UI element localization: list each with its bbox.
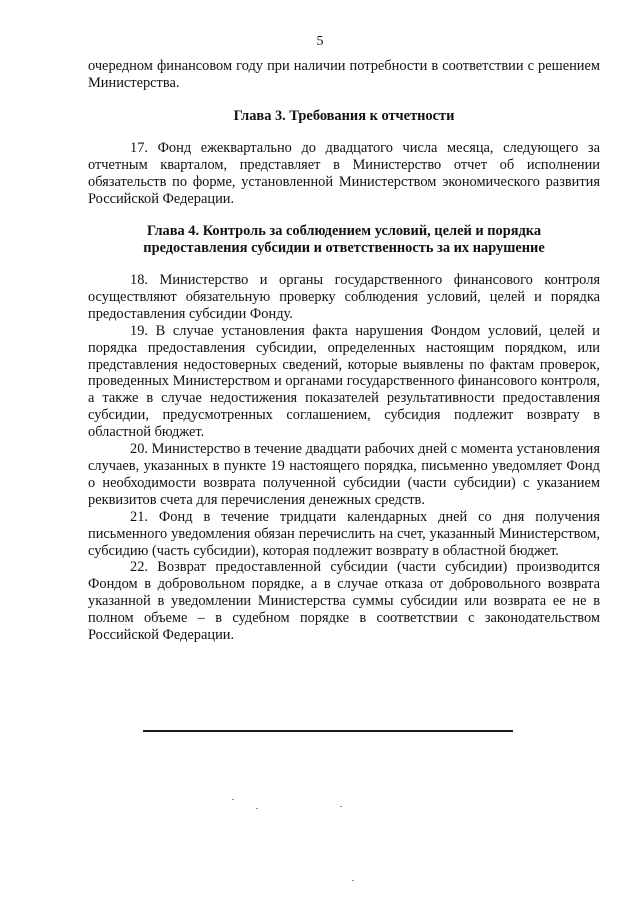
chapter-4-heading-line-2: предоставления субсидии и ответственность за их нарушение	[143, 240, 545, 256]
paragraph-22: 22. Возврат предоставленной субсидии (части субсидии) производится Фондом в добровольном порядке, а в случае отказа от добровольного возврата указанной в уведомлении Министерства суммы субсидии или возврата ее не в полном объеме – в судебном порядке в соответствии с законодательством Российской Федерации.	[88, 559, 600, 644]
paragraph-18: 18. Министерство и органы государственного финансового контроля осуществляют обязательную проверку соблюдения условий, целей и порядка предоставления субсидии Фонду.	[88, 272, 600, 322]
paragraph-20: 20. Министерство в течение двадцати рабочих дней с момента установления случаев, указанных в пункте 19 настоящего порядка, письменно уведомляет Фонд о необходимости возврата полученной субсидии (части субсидии) с указанием реквизитов счета для перечисления денежных средств.	[88, 441, 600, 508]
end-divider-line	[143, 730, 513, 732]
paragraph-19: 19. В случае установления факта нарушения Фондом условий, целей и порядка предоставления субсидии, определенных настоящим порядком, или представления недостоверных сведений, которые выявлены по фактам проверок, проведенных Министерством и органами государственного финансового контроля, а также в случае недостижения показателей результативности предоставления субсидии, предусмотренных соглашением, субсидия подлежит возврату в областной бюджет.	[88, 322, 600, 441]
scan-speck	[340, 806, 342, 807]
chapter-4-heading-line-1: Глава 4. Контроль за соблюдением условий, целей и порядка	[146, 223, 542, 239]
scan-speck	[232, 799, 234, 800]
paragraph-21: 21. Фонд в течение тридцати календарных дней со дня получения письменного уведомления обязан перечислить на счет, указанный Министерством, субсидию (часть субсидии), которая подлежит возврату в областной бюджет.	[88, 508, 600, 559]
intro-paragraph: очередном финансовом году при наличии потребности в соответствии с решением Министерства.	[88, 58, 600, 91]
scan-speck	[256, 808, 258, 809]
chapter-4-heading	[88, 223, 600, 257]
page-number: 5	[316, 34, 324, 49]
intro-paragraph-block	[88, 58, 600, 92]
chapter-3-heading: Глава 3. Требования к отчетности	[233, 108, 455, 124]
chapter-3-body	[88, 140, 600, 208]
scan-speck	[352, 880, 354, 881]
paragraph-17: 17. Фонд ежеквартально до двадцатого числа месяца, следующего за отчетным кварталом, представляет в Министерство отчет об исполнении обязательств по форме, установленной Министерством экономического развития Российской Федерации.	[88, 140, 600, 207]
chapter-4-body	[88, 272, 600, 644]
